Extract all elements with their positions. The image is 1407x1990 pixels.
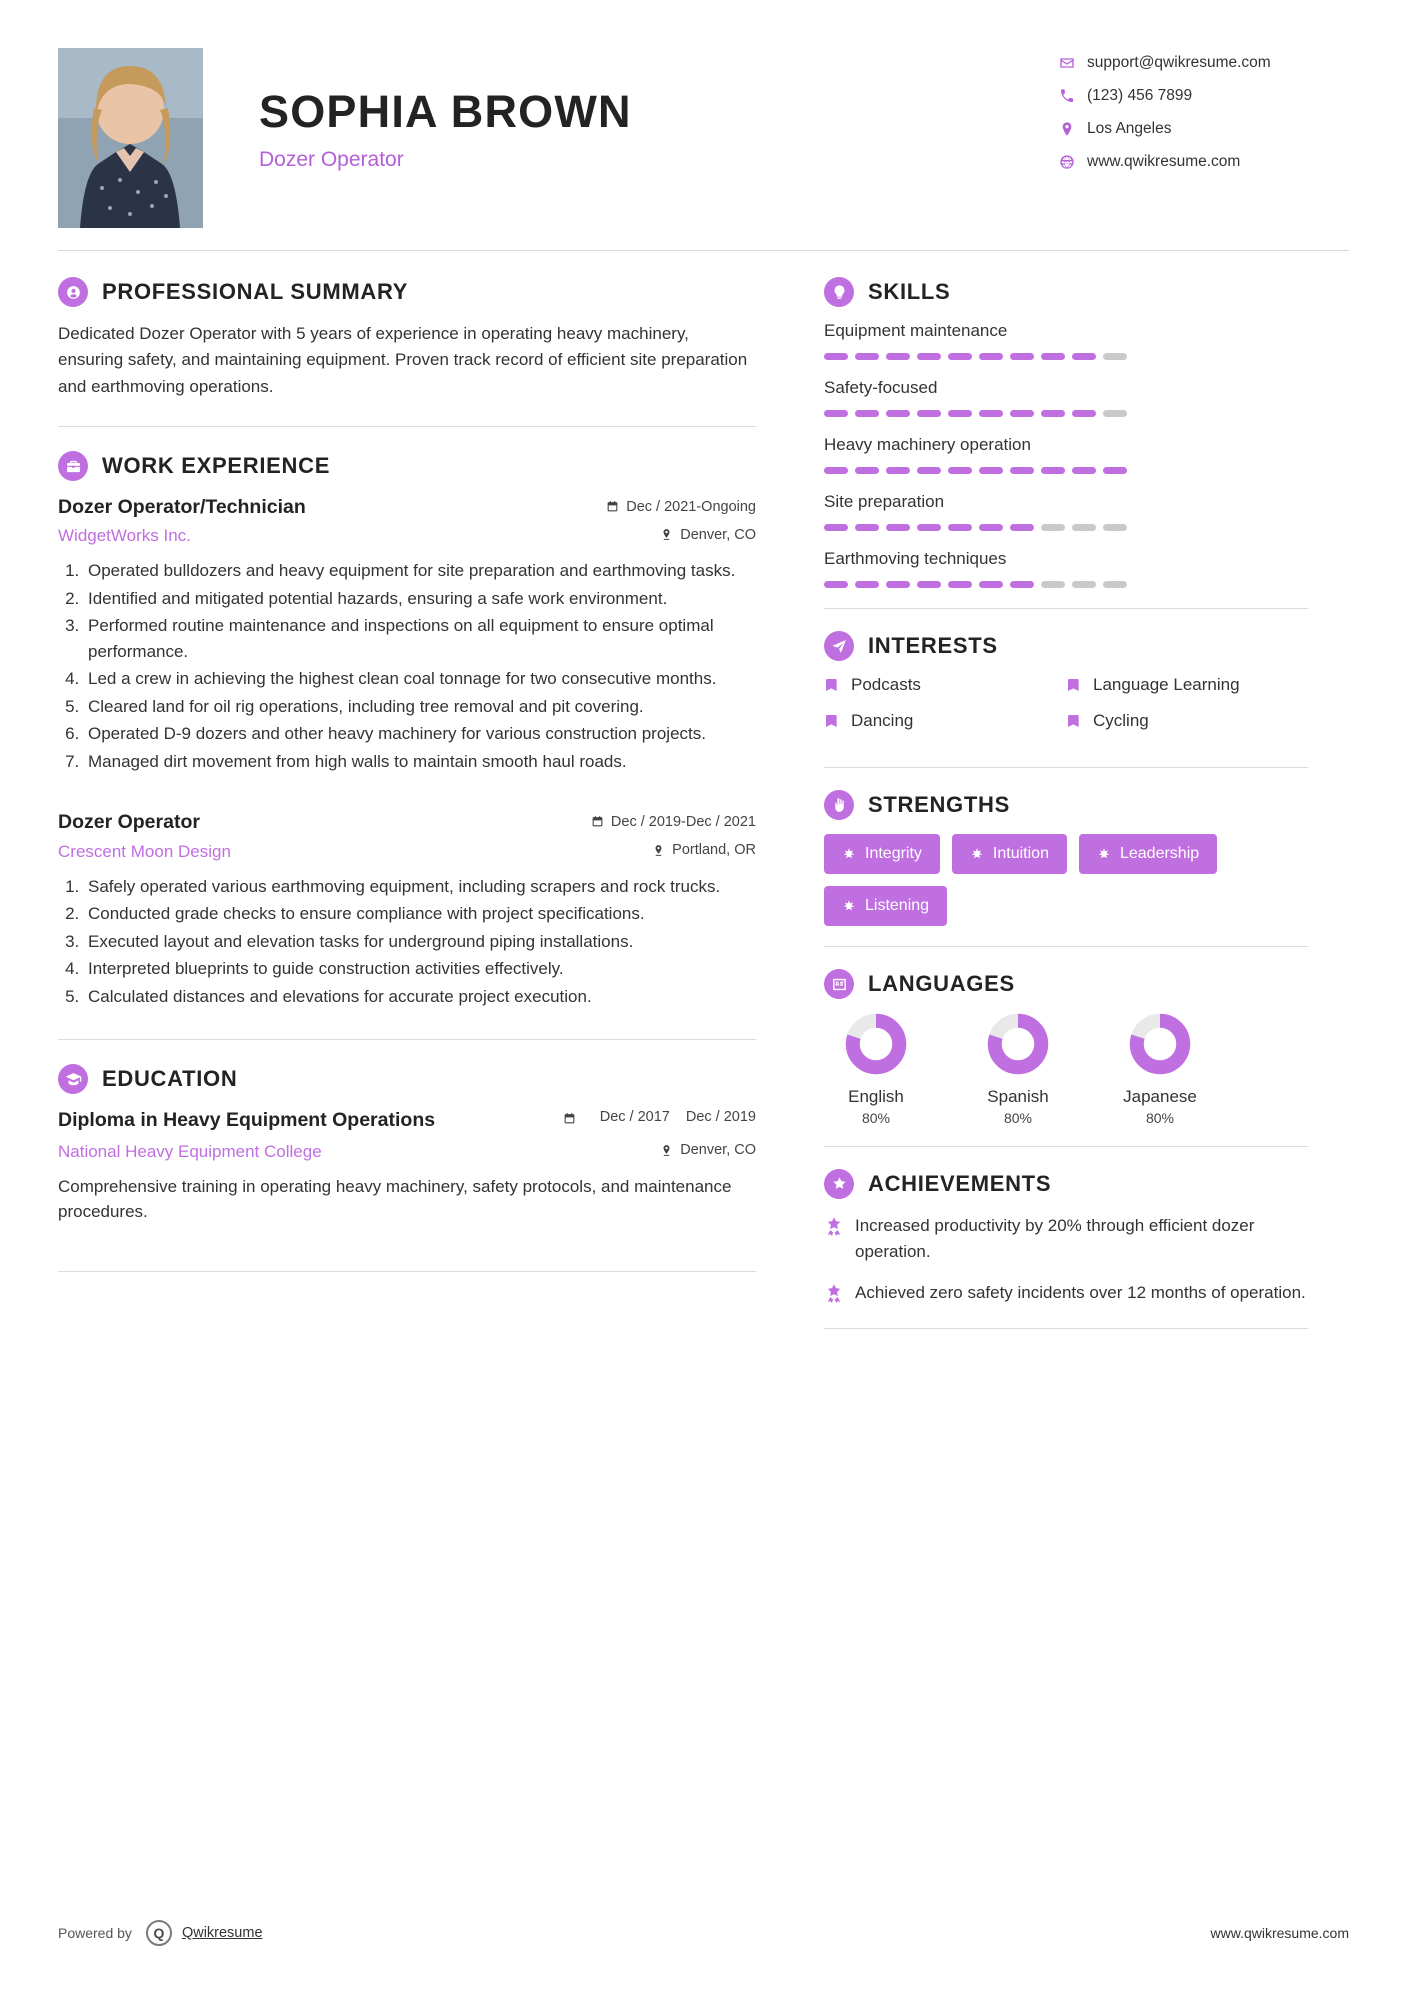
strength-chip <box>824 886 947 926</box>
avatar <box>58 48 203 228</box>
star-badge-icon <box>824 1169 854 1199</box>
contact-phone-value: (123) 456 7899 <box>1087 87 1193 104</box>
section-header-education <box>58 1064 756 1094</box>
language-item <box>824 1013 928 1126</box>
bookmark-icon <box>824 677 840 693</box>
work-duty: 6. Operated D-9 dozers and other heavy machinery for various construction projects. <box>84 721 756 747</box>
skill-bar <box>824 353 1308 360</box>
footer-website[interactable]: www.qwikresume.com <box>1210 1925 1349 1941</box>
achievement-item <box>824 1280 1308 1308</box>
skill-label: Heavy machinery operation <box>824 435 1031 454</box>
education-degree: Diploma in Heavy Equipment Operations <box>58 1109 436 1132</box>
contact-email[interactable] <box>1059 54 1349 72</box>
strength-label: Listening <box>865 897 930 914</box>
phone-icon <box>1059 88 1087 104</box>
work-duty: 4. Interpreted blueprints to guide construction activities effectively. <box>84 956 756 982</box>
divider-achievements <box>824 1328 1308 1329</box>
contact-location-value: Los Angeles <box>1087 120 1172 137</box>
language-percent: 80% <box>861 1110 891 1126</box>
languages-list <box>824 1013 1308 1126</box>
language-percent: 80% <box>1003 1110 1033 1126</box>
work-dates-value: Dec / 2021-Ongoing <box>626 498 756 515</box>
section-title-languages: LANGUAGES <box>868 971 1015 996</box>
lightbulb-icon <box>824 277 854 307</box>
education-start-date: Dec / 2017 <box>599 1109 670 1126</box>
skill-label: Safety-focused <box>824 378 938 397</box>
section-summary <box>58 277 756 400</box>
section-header-work <box>58 451 756 481</box>
powered-by-label: Powered by <box>58 1925 132 1941</box>
section-header-languages <box>824 969 1308 999</box>
section-interests <box>824 631 1308 747</box>
sparkle-icon <box>842 847 856 861</box>
contact-location <box>1059 120 1349 138</box>
name-block <box>203 48 1049 172</box>
page-title: SOPHIA BROWN <box>259 86 632 137</box>
contact-list <box>1049 48 1349 186</box>
translate-icon <box>824 969 854 999</box>
bookmark-icon <box>1066 677 1082 693</box>
skill-item <box>824 321 1308 360</box>
section-header-strengths <box>824 790 1308 820</box>
language-name: Japanese <box>1123 1087 1197 1106</box>
education-school: National Heavy Equipment College <box>58 1141 322 1161</box>
section-achievements <box>824 1169 1308 1308</box>
language-progress-ring <box>845 1013 907 1075</box>
strengths-list <box>824 834 1308 926</box>
strength-chip <box>1079 834 1217 874</box>
left-column <box>58 277 796 1351</box>
right-column <box>796 277 1308 1351</box>
section-header-interests <box>824 631 1308 661</box>
brand-link[interactable]: Qwikresume <box>181 1925 263 1941</box>
interest-item <box>1066 675 1308 695</box>
location-pin-icon <box>660 528 673 541</box>
skill-label: Site preparation <box>824 492 945 511</box>
work-duty: 3. Performed routine maintenance and inspections on all equipment to ensure optimal performance. <box>84 613 756 664</box>
education-dates <box>563 1108 756 1129</box>
work-item <box>58 495 756 774</box>
section-header-summary <box>58 277 756 307</box>
location-pin-icon <box>1059 121 1087 137</box>
education-location-value: Denver, CO <box>680 1142 756 1159</box>
achievement-item <box>824 1213 1308 1264</box>
strength-label: Intuition <box>992 845 1049 862</box>
work-duty: 3. Executed layout and elevation tasks for underground piping installations. <box>84 929 756 955</box>
work-company: Crescent Moon Design <box>58 841 231 861</box>
work-duty: 5. Calculated distances and elevations for accurate project execution. <box>84 984 756 1010</box>
divider-work <box>58 1039 756 1040</box>
section-title-work: WORK EXPERIENCE <box>102 453 331 479</box>
work-dates <box>591 814 756 830</box>
work-location <box>660 527 756 543</box>
strength-label: Integrity <box>865 845 922 862</box>
skill-label: Equipment maintenance <box>824 321 1008 340</box>
interest-item <box>1066 711 1308 731</box>
achievement-text: Increased productivity by 20% through efficient dozer operation. <box>855 1216 1255 1261</box>
work-duty: 2. Conducted grade checks to ensure compliance with project specifications. <box>84 901 756 927</box>
language-name: Spanish <box>987 1087 1049 1106</box>
section-skills <box>824 277 1308 588</box>
work-location <box>652 842 756 858</box>
work-location-value: Portland, OR <box>672 842 756 859</box>
qwikresume-logo-icon: Q <box>146 1920 172 1946</box>
work-duties <box>84 558 756 774</box>
language-percent: 80% <box>1145 1110 1175 1126</box>
strength-chip <box>952 834 1067 874</box>
calendar-icon <box>563 1112 576 1129</box>
bookmark-icon <box>824 713 840 729</box>
divider-skills <box>824 608 1308 609</box>
globe-icon <box>1059 154 1087 170</box>
page-footer <box>58 1920 1349 1946</box>
contact-website-value: www.qwikresume.com <box>1087 153 1241 170</box>
graduation-cap-icon <box>58 1064 88 1094</box>
resume-header <box>58 0 1349 250</box>
skill-item <box>824 549 1308 588</box>
interest-item <box>824 711 1066 731</box>
section-work-experience <box>58 451 756 1009</box>
resume-body <box>58 251 1349 1351</box>
job-title: Dozer Operator <box>259 148 404 171</box>
sparkle-icon <box>970 847 984 861</box>
skill-item <box>824 492 1308 531</box>
contact-email-value: support@qwikresume.com <box>1087 54 1271 71</box>
section-title-achievements: ACHIEVEMENTS <box>868 1171 1052 1196</box>
interest-item <box>824 675 1066 695</box>
skill-bar <box>824 410 1308 417</box>
sparkle-icon <box>842 899 856 913</box>
interest-label: Podcasts <box>851 675 921 694</box>
language-name: English <box>848 1087 904 1106</box>
work-company: WidgetWorks Inc. <box>58 526 191 546</box>
work-role: Dozer Operator <box>58 811 200 834</box>
divider-languages <box>824 1146 1308 1147</box>
interest-label: Cycling <box>1093 711 1149 730</box>
section-header-achievements <box>824 1169 1308 1199</box>
paper-plane-icon <box>824 631 854 661</box>
strength-chip <box>824 834 940 874</box>
location-pin-icon <box>652 844 665 857</box>
divider-education <box>58 1271 756 1272</box>
briefcase-icon <box>58 451 88 481</box>
divider-interests <box>824 767 1308 768</box>
work-role: Dozer Operator/Technician <box>58 496 306 519</box>
language-progress-ring <box>1129 1013 1191 1075</box>
skill-label: Earthmoving techniques <box>824 549 1007 568</box>
section-title-education: EDUCATION <box>102 1066 238 1092</box>
section-header-skills <box>824 277 1308 307</box>
work-duty: 2. Identified and mitigated potential hazards, ensuring a safe work environment. <box>84 586 756 612</box>
calendar-icon <box>591 815 604 828</box>
work-item <box>58 810 756 1009</box>
skill-item <box>824 435 1308 474</box>
star-ribbon-icon <box>824 1213 844 1241</box>
divider-strengths <box>824 946 1308 947</box>
section-title-skills: SKILLS <box>868 279 951 304</box>
user-circle-icon <box>58 277 88 307</box>
section-education <box>58 1064 756 1224</box>
calendar-icon <box>606 500 619 513</box>
work-duty: 1. Operated bulldozers and heavy equipment for site preparation and earthmoving tasks. <box>84 558 756 584</box>
skill-bar <box>824 524 1308 531</box>
interests-list <box>824 675 1308 747</box>
education-end-date: Dec / 2019 <box>685 1109 756 1126</box>
contact-website[interactable] <box>1059 153 1349 171</box>
divider-summary <box>58 426 756 427</box>
work-duties <box>84 874 756 1010</box>
contact-phone[interactable] <box>1059 87 1349 105</box>
work-dates-value: Dec / 2019-Dec / 2021 <box>610 813 756 830</box>
skill-item <box>824 378 1308 417</box>
star-ribbon-icon <box>824 1280 844 1308</box>
section-title-strengths: STRENGTHS <box>868 792 1010 817</box>
work-duty: 5. Cleared land for oil rig operations, including tree removal and pit covering. <box>84 694 756 720</box>
section-strengths <box>824 790 1308 926</box>
work-duty: 4. Led a crew in achieving the highest clean coal tonnage for two consecutive months. <box>84 666 756 692</box>
work-duty: 1. Safely operated various earthmoving equipment, including scrapers and rock trucks. <box>84 874 756 900</box>
hand-icon <box>824 790 854 820</box>
work-duty: 7. Managed dirt movement from high walls to maintain smooth haul roads. <box>84 749 756 775</box>
work-dates <box>606 499 756 515</box>
location-pin-icon <box>660 1144 673 1157</box>
section-languages <box>824 969 1308 1126</box>
skill-bar <box>824 581 1308 588</box>
footer-branding <box>58 1920 263 1946</box>
sparkle-icon <box>1097 847 1111 861</box>
language-item <box>1108 1013 1212 1126</box>
education-description: Comprehensive training in operating heavy machinery, safety protocols, and maintenance procedures. <box>58 1176 732 1222</box>
interest-label: Dancing <box>851 711 914 730</box>
summary-text: Dedicated Dozer Operator with 5 years of experience in operating heavy machinery, ensuring safety, and maintaining equipment. Proven track record of efficient site preparation and earthmoving operations. <box>58 324 748 396</box>
section-title-interests: INTERESTS <box>868 633 998 658</box>
language-item <box>966 1013 1070 1126</box>
achievement-text: Achieved zero safety incidents over 12 months of operation. <box>855 1283 1306 1302</box>
language-progress-ring <box>987 1013 1049 1075</box>
work-location-value: Denver, CO <box>680 526 756 543</box>
interest-label: Language Learning <box>1093 675 1240 694</box>
strength-label: Leadership <box>1119 845 1200 862</box>
bookmark-icon <box>1066 713 1082 729</box>
envelope-icon <box>1059 55 1087 71</box>
skill-bar <box>824 467 1308 474</box>
education-location <box>660 1142 756 1158</box>
section-title-summary: PROFESSIONAL SUMMARY <box>102 279 409 304</box>
